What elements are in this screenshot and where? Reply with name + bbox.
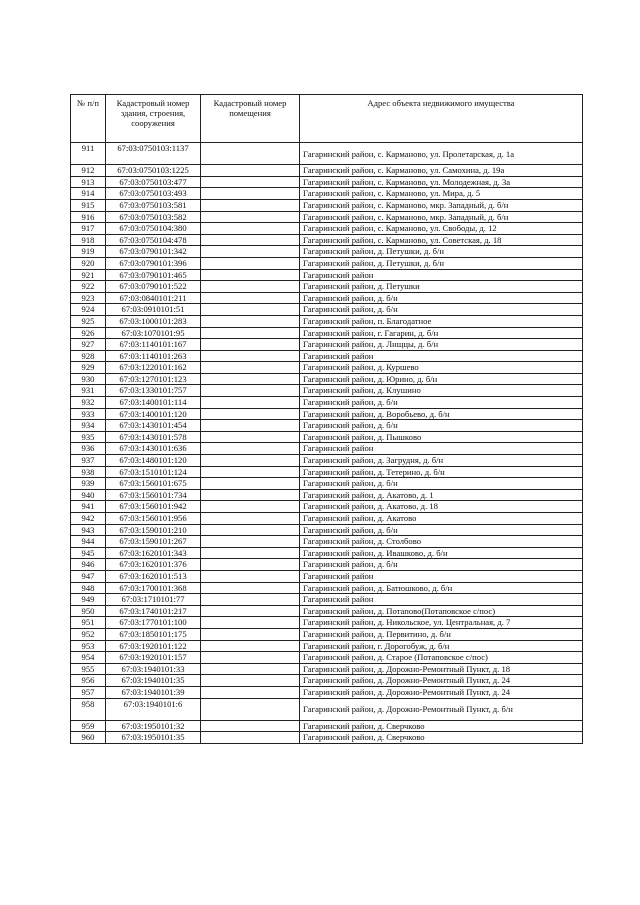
header-address: Адрес объекта недвижимого имущества: [300, 95, 583, 143]
table-row: [71, 246, 583, 258]
object-address: Гагаринский район, д. Акатово, д. 18: [300, 501, 583, 513]
table-row: [71, 315, 583, 327]
row-number: 920: [71, 257, 106, 269]
object-address: Гагаринский район, с. Карманово, ул. Свободы, д. 12: [300, 223, 583, 235]
row-number: 939: [71, 478, 106, 490]
cadastral-room-number: [201, 582, 300, 594]
table-row: [71, 732, 583, 744]
row-number: 952: [71, 628, 106, 640]
object-address: Гагаринский район, с. Карманово, ул. Мира, д. 5: [300, 188, 583, 200]
table-row: [71, 188, 583, 200]
object-address: Гагаринский район, с. Карманово, ул. Советская, д. 18: [300, 234, 583, 246]
object-address: Гагаринский район, д. б/н: [300, 559, 583, 571]
cadastral-room-number: [201, 489, 300, 501]
table-row: [71, 652, 583, 664]
table-row: [71, 675, 583, 687]
row-number: 956: [71, 675, 106, 687]
object-address: Гагаринский район, д. Старое (Потаповское с/пос): [300, 652, 583, 664]
row-number: 943: [71, 524, 106, 536]
row-number: 923: [71, 292, 106, 304]
row-number: 919: [71, 246, 106, 258]
cadastral-room-number: [201, 315, 300, 327]
cadastral-room-number: [201, 675, 300, 687]
cadastral-building-number: 67:03:0750103:1225: [106, 165, 201, 177]
row-number: 916: [71, 211, 106, 223]
table-row: [71, 165, 583, 177]
row-number: 913: [71, 176, 106, 188]
object-address: Гагаринский район, д. Акатово: [300, 513, 583, 525]
cadastral-room-number: [201, 176, 300, 188]
cadastral-room-number: [201, 732, 300, 744]
cadastral-building-number: 67:03:1770101:100: [106, 617, 201, 629]
row-number: 951: [71, 617, 106, 629]
cadastral-building-number: 67:03:1950101:35: [106, 732, 201, 744]
table-row: [71, 640, 583, 652]
row-number: 932: [71, 397, 106, 409]
row-number: 921: [71, 269, 106, 281]
object-address: Гагаринский район, с. Карманово, мкр. Западный, д. б/н: [300, 199, 583, 211]
cadastral-building-number: 67:03:1710101:77: [106, 594, 201, 606]
object-address: Гагаринский район: [300, 269, 583, 281]
row-number: 942: [71, 513, 106, 525]
object-address: Гагаринский район, д. Сверчково: [300, 720, 583, 732]
cadastral-room-number: [201, 246, 300, 258]
table-row: [71, 489, 583, 501]
table-row: [71, 663, 583, 675]
cadastral-building-number: 67:03:0750103:477: [106, 176, 201, 188]
table-body: [71, 143, 583, 744]
table-row: [71, 605, 583, 617]
table-row: [71, 234, 583, 246]
header-num: № п/п: [71, 95, 106, 143]
cadastral-building-number: 67:03:1330101:757: [106, 385, 201, 397]
row-number: 926: [71, 327, 106, 339]
row-number: 930: [71, 373, 106, 385]
row-number: 953: [71, 640, 106, 652]
row-number: 948: [71, 582, 106, 594]
object-address: Гагаринский район, д. Петушки, д. б/н: [300, 246, 583, 258]
object-address: Гагаринский район, д. Дорожно-Ремонтный Пункт, д. 24: [300, 675, 583, 687]
cadastral-building-number: 67:03:1620101:513: [106, 570, 201, 582]
cadastral-room-number: [201, 420, 300, 432]
cadastral-room-number: [201, 199, 300, 211]
cadastral-building-number: 67:03:1480101:120: [106, 455, 201, 467]
cadastral-room-number: [201, 269, 300, 281]
row-number: 925: [71, 315, 106, 327]
cadastral-room-number: [201, 281, 300, 293]
cadastral-room-number: [201, 547, 300, 559]
cadastral-room-number: [201, 408, 300, 420]
row-number: 945: [71, 547, 106, 559]
cadastral-room-number: [201, 373, 300, 385]
cadastral-building-number: 67:03:1070101:95: [106, 327, 201, 339]
cadastral-building-number: 67:03:1560101:956: [106, 513, 201, 525]
row-number: 912: [71, 165, 106, 177]
table-row: [71, 176, 583, 188]
cadastral-room-number: [201, 617, 300, 629]
table-row: [71, 570, 583, 582]
cadastral-building-number: 67:03:1220101:162: [106, 362, 201, 374]
object-address: Гагаринский район, д. б/н: [300, 478, 583, 490]
row-number: 927: [71, 339, 106, 351]
cadastral-building-number: 67:03:0750103:493: [106, 188, 201, 200]
object-address: Гагаринский район, д. Потапово(Потаповское с/пос): [300, 605, 583, 617]
cadastral-room-number: [201, 501, 300, 513]
table-row: [71, 339, 583, 351]
cadastral-room-number: [201, 292, 300, 304]
table-row: [71, 455, 583, 467]
cadastral-building-number: 67:03:1140101:263: [106, 350, 201, 362]
cadastral-building-number: 67:03:1940101:6: [106, 698, 201, 720]
object-address: Гагаринский район, д. Петушки: [300, 281, 583, 293]
table-row: [71, 431, 583, 443]
table-row: [71, 478, 583, 490]
cadastral-building-number: 67:03:1000101:283: [106, 315, 201, 327]
cadastral-building-number: 67:03:1950101:32: [106, 720, 201, 732]
table-row: [71, 628, 583, 640]
cadastral-room-number: [201, 570, 300, 582]
cadastral-room-number: [201, 397, 300, 409]
cadastral-room-number: [201, 350, 300, 362]
object-address: Гагаринский район: [300, 350, 583, 362]
row-number: 915: [71, 199, 106, 211]
table-row: [71, 304, 583, 316]
table-row: [71, 362, 583, 374]
table-row: [71, 720, 583, 732]
row-number: 928: [71, 350, 106, 362]
cadastral-room-number: [201, 513, 300, 525]
cadastral-room-number: [201, 223, 300, 235]
header-cadastral-building: Кадастровый номер здания, строения, сооружения: [106, 95, 201, 143]
row-number: 949: [71, 594, 106, 606]
table-row: [71, 257, 583, 269]
table-row: [71, 385, 583, 397]
cadastral-building-number: 67:03:1940101:39: [106, 686, 201, 698]
table-row: [71, 547, 583, 559]
cadastral-room-number: [201, 686, 300, 698]
cadastral-building-number: 67:03:1560101:675: [106, 478, 201, 490]
cadastral-building-number: 67:03:0790101:396: [106, 257, 201, 269]
cadastral-building-number: 67:03:1620101:343: [106, 547, 201, 559]
cadastral-building-number: 67:03:0790101:465: [106, 269, 201, 281]
cadastral-building-number: 67:03:1140101:167: [106, 339, 201, 351]
row-number: 937: [71, 455, 106, 467]
cadastral-room-number: [201, 211, 300, 223]
row-number: 917: [71, 223, 106, 235]
header-cadastral-room: Кадастровый номер помещения: [201, 95, 300, 143]
object-address: Гагаринский район, д. б/н: [300, 524, 583, 536]
cadastral-building-number: 67:03:1700101:368: [106, 582, 201, 594]
row-number: 935: [71, 431, 106, 443]
cadastral-building-number: 67:03:1560101:942: [106, 501, 201, 513]
cadastral-building-number: 67:03:0910101:51: [106, 304, 201, 316]
row-number: 931: [71, 385, 106, 397]
object-address: Гагаринский район, д. Пышково: [300, 431, 583, 443]
object-address: Гагаринский район, д. Дорожно-Ремонтный Пункт, д. 18: [300, 663, 583, 675]
table-row: [71, 698, 583, 720]
cadastral-room-number: [201, 640, 300, 652]
cadastral-room-number: [201, 605, 300, 617]
object-address: Гагаринский район, г. Гагарин, д. б/н: [300, 327, 583, 339]
cadastral-room-number: [201, 720, 300, 732]
row-number: 940: [71, 489, 106, 501]
table-row: [71, 524, 583, 536]
cadastral-room-number: [201, 663, 300, 675]
cadastral-room-number: [201, 594, 300, 606]
row-number: 918: [71, 234, 106, 246]
cadastral-building-number: 67:03:1740101:217: [106, 605, 201, 617]
cadastral-room-number: [201, 304, 300, 316]
cadastral-building-number: 67:03:0750104:478: [106, 234, 201, 246]
table-row: [71, 269, 583, 281]
row-number: 946: [71, 559, 106, 571]
table-row: [71, 686, 583, 698]
row-number: 950: [71, 605, 106, 617]
cadastral-building-number: 67:03:0750103:582: [106, 211, 201, 223]
row-number: 924: [71, 304, 106, 316]
row-number: 936: [71, 443, 106, 455]
table-header-row: [71, 95, 583, 143]
table-row: [71, 536, 583, 548]
row-number: 958: [71, 698, 106, 720]
table-row: [71, 420, 583, 432]
object-address: Гагаринский район, с. Карманово, ул. Самохина, д. 19а: [300, 165, 583, 177]
object-address: Гагаринский район, д. Батюшково, д. б/н: [300, 582, 583, 594]
table-row: [71, 617, 583, 629]
row-number: 914: [71, 188, 106, 200]
row-number: 911: [71, 143, 106, 165]
object-address: Гагаринский район, д. Сверчково: [300, 732, 583, 744]
cadastral-building-number: 67:03:0840101:211: [106, 292, 201, 304]
object-address: Гагаринский район, д. Никольское, ул. Центральная, д. 7: [300, 617, 583, 629]
object-address: Гагаринский район, д. Лнщцы, д. б/н: [300, 339, 583, 351]
row-number: 933: [71, 408, 106, 420]
object-address: Гагаринский район, д. Первитино, д. б/н: [300, 628, 583, 640]
table-row: [71, 513, 583, 525]
table-row: [71, 350, 583, 362]
object-address: Гагаринский район, д. Загрудня, д. б/н: [300, 455, 583, 467]
row-number: 934: [71, 420, 106, 432]
cadastral-building-number: 67:03:1940101:33: [106, 663, 201, 675]
row-number: 929: [71, 362, 106, 374]
row-number: 954: [71, 652, 106, 664]
object-address: Гагаринский район, д. Воробьево, д. б/н: [300, 408, 583, 420]
object-address: Гагаринский район, д. Столбово: [300, 536, 583, 548]
object-address: Гагаринский район, д. б/н: [300, 397, 583, 409]
table-row: [71, 397, 583, 409]
cadastral-building-number: 67:03:1430101:454: [106, 420, 201, 432]
row-number: 938: [71, 466, 106, 478]
cadastral-building-number: 67:03:1940101:35: [106, 675, 201, 687]
cadastral-room-number: [201, 339, 300, 351]
object-address: Гагаринский район, д. Акатово, д. 1: [300, 489, 583, 501]
object-address: Гагаринский район, д. Дорожно-Ремонтный Пункт, д. б/н: [300, 698, 583, 720]
object-address: Гагаринский район, д. б/н: [300, 292, 583, 304]
object-address: Гагаринский район, д. Куршево: [300, 362, 583, 374]
row-number: 944: [71, 536, 106, 548]
cadastral-building-number: 67:03:1850101:175: [106, 628, 201, 640]
table-row: [71, 582, 583, 594]
cadastral-room-number: [201, 385, 300, 397]
object-address: Гагаринский район, д. б/н: [300, 304, 583, 316]
object-address: Гагаринский район, с. Карманово, ул. Пролетарская, д. 1а: [300, 143, 583, 165]
object-address: Гагаринский район, д. Петушки, д. б/н: [300, 257, 583, 269]
cadastral-room-number: [201, 698, 300, 720]
row-number: 947: [71, 570, 106, 582]
row-number: 922: [71, 281, 106, 293]
cadastral-building-number: 67:03:0750103:581: [106, 199, 201, 211]
cadastral-building-number: 67:03:1430101:578: [106, 431, 201, 443]
table-row: [71, 408, 583, 420]
cadastral-building-number: 67:03:1510101:124: [106, 466, 201, 478]
cadastral-room-number: [201, 431, 300, 443]
scan-speck: [28, 52, 31, 55]
row-number: 941: [71, 501, 106, 513]
cadastral-room-number: [201, 652, 300, 664]
cadastral-building-number: 67:03:1400101:114: [106, 397, 201, 409]
table-row: [71, 373, 583, 385]
cadastral-room-number: [201, 466, 300, 478]
row-number: 960: [71, 732, 106, 744]
cadastral-room-number: [201, 327, 300, 339]
cadastral-building-number: 67:03:0790101:522: [106, 281, 201, 293]
cadastral-room-number: [201, 257, 300, 269]
row-number: 959: [71, 720, 106, 732]
object-address: Гагаринский район, с. Карманово, ул. Молодежная, д. 3а: [300, 176, 583, 188]
table-row: [71, 292, 583, 304]
cadastral-building-number: 67:03:1920101:122: [106, 640, 201, 652]
row-number: 955: [71, 663, 106, 675]
object-address: Гагаринский район, п. Благодатное: [300, 315, 583, 327]
cadastral-building-number: 67:03:1430101:636: [106, 443, 201, 455]
cadastral-room-number: [201, 628, 300, 640]
cadastral-building-number: 67:03:1620101:376: [106, 559, 201, 571]
object-address: Гагаринский район: [300, 570, 583, 582]
table-row: [71, 143, 583, 165]
object-address: Гагаринский район: [300, 594, 583, 606]
object-address: Гагаринский район, д. б/н: [300, 420, 583, 432]
row-number: 957: [71, 686, 106, 698]
table-row: [71, 211, 583, 223]
cadastral-room-number: [201, 455, 300, 467]
cadastral-building-number: 67:03:0750103:1137: [106, 143, 201, 165]
object-address: Гагаринский район, д. Юрино, д. б/н: [300, 373, 583, 385]
object-address: Гагаринский район, д. Ивашково, д. б/н: [300, 547, 583, 559]
cadastral-room-number: [201, 536, 300, 548]
table-row: [71, 281, 583, 293]
object-address: Гагаринский район, д. Тетерино, д. б/н: [300, 466, 583, 478]
cadastral-room-number: [201, 143, 300, 165]
object-address: Гагаринский район, г. Дорогобуж, д. б/н: [300, 640, 583, 652]
cadastral-room-number: [201, 443, 300, 455]
table-row: [71, 559, 583, 571]
cadastral-room-number: [201, 559, 300, 571]
table-row: [71, 327, 583, 339]
object-address: Гагаринский район, с. Карманово, мкр. Западный, д. б/н: [300, 211, 583, 223]
cadastral-building-number: 67:03:0750104:380: [106, 223, 201, 235]
object-address: Гагаринский район, д. Клушино: [300, 385, 583, 397]
table-row: [71, 501, 583, 513]
cadastral-building-number: 67:03:1590101:267: [106, 536, 201, 548]
cadastral-building-number: 67:03:1560101:734: [106, 489, 201, 501]
table-row: [71, 199, 583, 211]
cadastral-room-number: [201, 478, 300, 490]
cadastral-room-number: [201, 524, 300, 536]
cadastral-room-number: [201, 188, 300, 200]
cadastral-building-number: 67:03:1920101:157: [106, 652, 201, 664]
cadastral-room-number: [201, 234, 300, 246]
object-address: Гагаринский район, д. Дорожно-Ремонтный Пункт, д. 24: [300, 686, 583, 698]
cadastral-building-number: 67:03:1400101:120: [106, 408, 201, 420]
cadastral-room-number: [201, 165, 300, 177]
table-row: [71, 594, 583, 606]
table-row: [71, 443, 583, 455]
real-estate-registry-table: [70, 94, 583, 744]
cadastral-building-number: 67:03:1270101:123: [106, 373, 201, 385]
object-address: Гагаринский район: [300, 443, 583, 455]
cadastral-building-number: 67:03:1590101:210: [106, 524, 201, 536]
table-row: [71, 466, 583, 478]
cadastral-building-number: 67:03:0790101:342: [106, 246, 201, 258]
table-row: [71, 223, 583, 235]
cadastral-room-number: [201, 362, 300, 374]
